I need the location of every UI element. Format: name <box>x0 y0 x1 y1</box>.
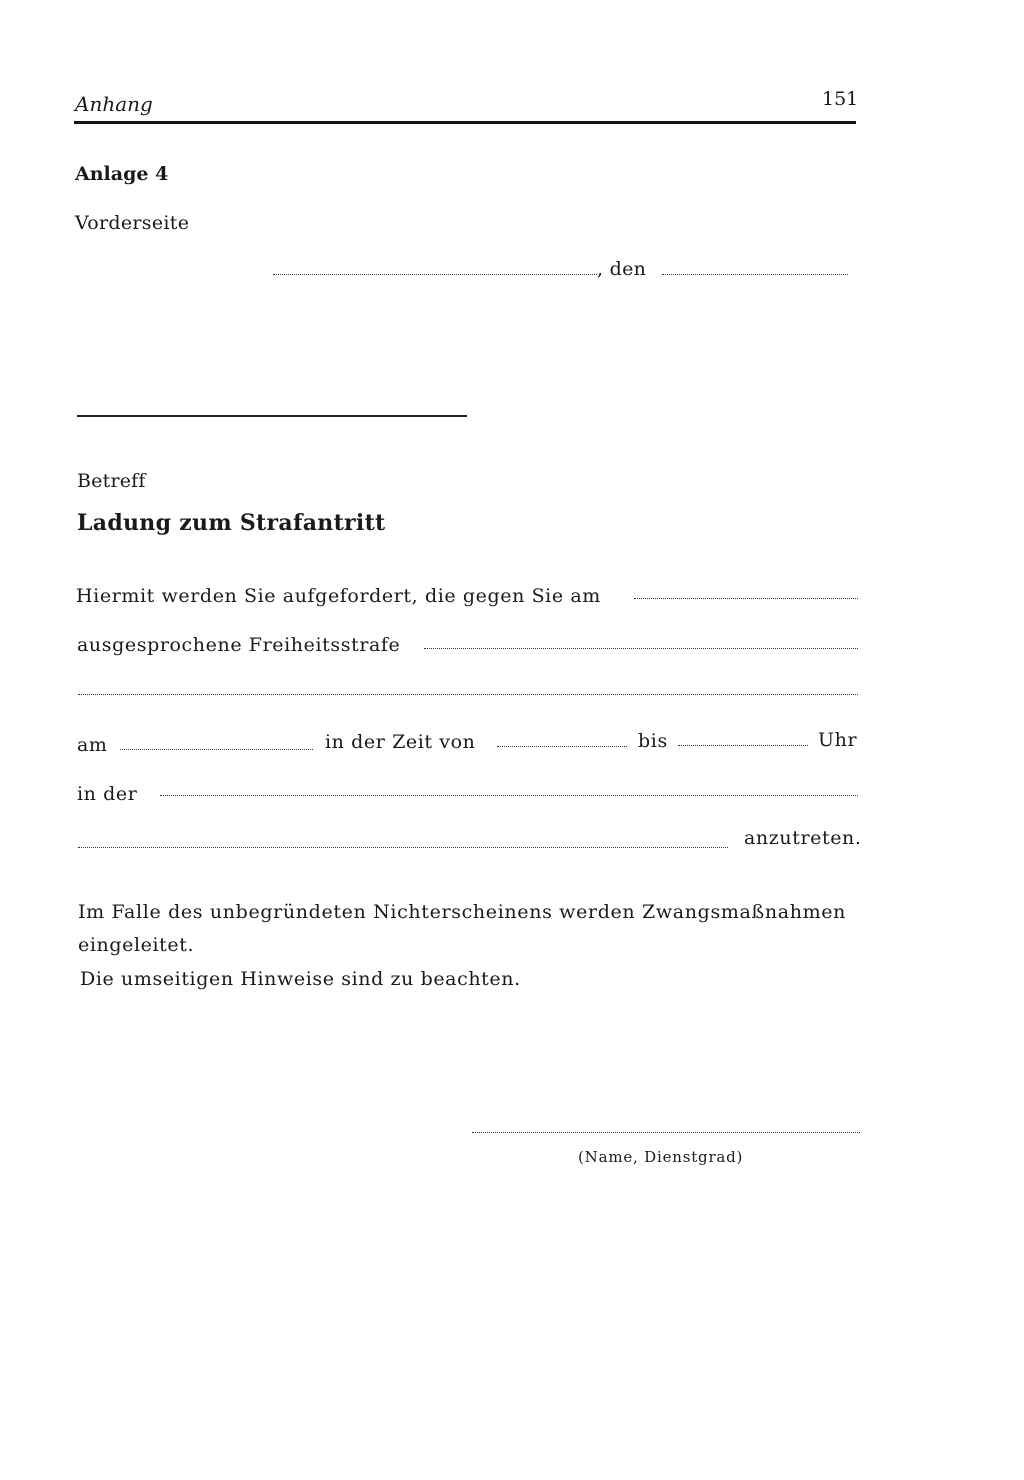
place-field[interactable] <box>273 274 597 275</box>
time-from-label: in der Zeit von <box>325 731 476 753</box>
recipient-line[interactable] <box>77 415 467 417</box>
report-date-field[interactable] <box>120 749 313 750</box>
sentence-field-1[interactable] <box>424 648 858 649</box>
running-header: Anhang <box>75 92 153 116</box>
in-der-label: in der <box>77 783 138 805</box>
uhr-label: Uhr <box>818 729 858 751</box>
form-line-2-text: ausgesprochene Freiheitsstrafe <box>77 634 401 656</box>
sentence-date-field[interactable] <box>634 598 858 599</box>
side-label: Vorderseite <box>75 212 190 234</box>
notice-line-2: eingeleitet. <box>78 934 195 956</box>
time-from-field[interactable] <box>497 746 627 747</box>
bis-label: bis <box>638 730 668 752</box>
facility-field-1[interactable] <box>160 795 858 796</box>
signature-caption: (Name, Dienstgrad) <box>578 1148 744 1166</box>
subject-title: Ladung zum Strafantritt <box>77 510 386 536</box>
notice-line-3: Die umseitigen Hinweise sind zu beachten. <box>80 968 521 990</box>
page-number: 151 <box>822 88 859 110</box>
subject-label: Betreff <box>77 470 146 492</box>
facility-field-2[interactable] <box>78 847 728 848</box>
date-den-label: , den <box>597 258 647 280</box>
notice-line-1: Im Falle des unbegründeten Nichterscheinens werden Zwangsmaßnahmen <box>78 901 847 923</box>
form-line-1-text: Hiermit werden Sie aufgefordert, die gegen Sie am <box>76 585 601 607</box>
am-label: am <box>77 734 108 756</box>
header-rule <box>74 121 856 124</box>
sentence-field-2[interactable] <box>78 694 858 695</box>
attachment-title: Anlage 4 <box>75 163 169 185</box>
signature-field[interactable] <box>472 1132 860 1133</box>
anzutreten-label: anzutreten. <box>744 827 862 849</box>
date-field[interactable] <box>662 274 848 275</box>
time-to-field[interactable] <box>678 745 808 746</box>
